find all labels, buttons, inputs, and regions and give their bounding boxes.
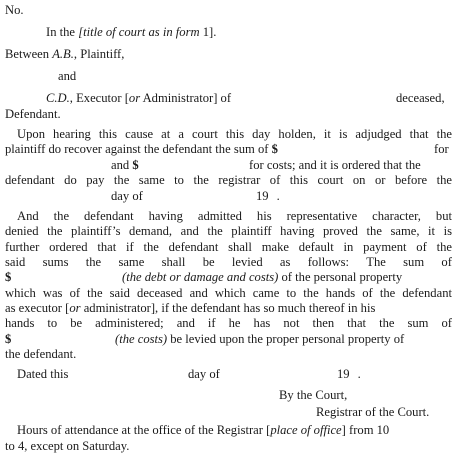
judgment-para-line-1: Upon hearing this cause at a court this day holden, it is adjudged that the bbox=[17, 126, 452, 141]
hours-line-2: to 4, except on Saturday. bbox=[5, 438, 130, 453]
dated-year: 19 . bbox=[337, 367, 361, 382]
court-heading: In the [title of court as in form 1]. bbox=[46, 25, 217, 40]
registrar-of-the-court: Registrar of the Court. bbox=[316, 404, 430, 419]
judgment-para-line-2-for: for bbox=[434, 142, 449, 157]
judgment-para-line-5-year: 19 . bbox=[256, 188, 280, 203]
levy-para-line-2: denied the plaintiff’s demand, and the plaintiff having proved the same, it is bbox=[5, 224, 452, 239]
parties-between-line: Between A.B., Plaintiff, bbox=[5, 47, 125, 62]
levy-para-line-3: further ordered that if the defendant shall make default in payment of the bbox=[5, 239, 452, 254]
dated-label: Dated this bbox=[17, 367, 69, 382]
levy-para-line-5: (the debt or damage and costs) of the personal property bbox=[122, 270, 403, 285]
form-number-label: No. bbox=[5, 2, 24, 17]
levy-para-line-8: hands to be administered; and if he has not then that the sum of bbox=[5, 316, 452, 331]
hours-line-1: Hours of attendance at the office of the Registrar [place of office] from 10 bbox=[17, 423, 390, 438]
judgment-para-line-5-day-of: day of bbox=[111, 188, 143, 203]
judgment-para-line-3-costs: for costs; and it is ordered that the bbox=[249, 157, 421, 172]
by-the-court: By the Court, bbox=[279, 387, 348, 402]
dated-day-of: day of bbox=[188, 367, 220, 382]
parties-defendant: Defendant. bbox=[5, 106, 61, 121]
levy-para-line-5-dollar: $ bbox=[5, 270, 12, 285]
judgment-para-line-4: defendant do pay the same to the registrar of this court on or before the bbox=[5, 173, 452, 188]
levy-para-line-6: which was of the said deceased and which came to the hands of the defendant bbox=[5, 285, 452, 300]
parties-and: and bbox=[58, 69, 77, 84]
parties-deceased: deceased, bbox=[396, 91, 445, 106]
judgment-para-line-3: and $ bbox=[111, 157, 139, 172]
levy-para-line-7: as executor [or administrator], if the defendant has so much thereof in his bbox=[5, 301, 376, 316]
levy-para-line-10: the defendant. bbox=[5, 347, 77, 362]
parties-executor-line: C.D., Executor [or Administrator] of bbox=[46, 91, 232, 106]
judgment-para-line-2: plaintiff do recover against the defendant the sum of $ bbox=[5, 142, 278, 157]
levy-para-line-9-dollar: $ bbox=[5, 331, 12, 346]
levy-para-line-4: said sums the same shall be levied as follows: The sum of bbox=[5, 254, 452, 269]
levy-para-line-9: (the costs) be levied upon the proper personal property of bbox=[115, 331, 405, 346]
levy-para-line-1: And the defendant having admitted his representative character, but bbox=[17, 208, 452, 223]
